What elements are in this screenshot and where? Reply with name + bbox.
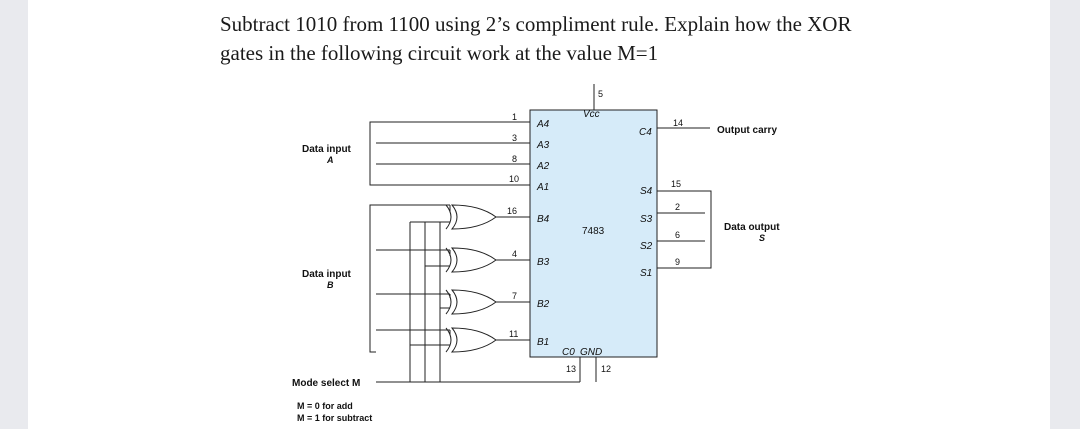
data-input-b-label: Data input [302,269,351,280]
pin-label-a2: A2 [537,161,550,172]
pin-number-b1: 11 [509,329,519,339]
pin-label-a3: A3 [537,140,550,151]
pin-label-a4: A4 [537,119,550,130]
xor-gate-1 [446,205,496,229]
pin-number-s2: 6 [675,230,681,240]
pin-number-s4: 15 [671,179,682,189]
pin-number-a4: 1 [512,112,518,122]
pin-label-s3: S3 [640,214,653,225]
pin-label-s1: S1 [640,268,653,279]
chip-name: 7483 [582,226,605,237]
pin-label-gnd: GND [580,347,603,358]
pin-number-gnd: 12 [601,364,612,374]
pin-number-s1: 9 [675,257,681,267]
data-input-a-label: Data input [302,144,351,155]
pin-label-b4: B4 [537,214,550,225]
pin-number-a3: 3 [512,133,518,143]
pin-number-a2: 8 [512,154,518,164]
pin-label-c4: C4 [639,127,652,138]
pin-label-s2: S2 [640,241,653,252]
pin-number-c4: 14 [673,118,684,128]
mode-select-label: Mode select M [292,378,361,389]
data-input-b-symbol: B [327,280,334,290]
pin-label-b2: B2 [537,299,550,310]
question-line-1: Subtract 1010 from 1100 using 2’s compliment rule. Explain how the XOR [220,12,852,36]
pin-number-c0: 13 [566,364,577,374]
question-line-2: gates in the following circuit work at the value M=1 [220,41,659,65]
pin-number-b2: 7 [512,291,518,301]
output-carry-label: Output carry [717,125,778,136]
vcc-label: Vcc [583,109,600,120]
pin-label-b1: B1 [537,337,550,348]
data-input-a-symbol: A [327,155,334,165]
mode-subtract-note: M = 1 for subtract [297,413,373,423]
pin-number-a1: 10 [509,174,520,184]
pin-number-b4: 16 [507,206,518,216]
data-output-label: Data output [724,222,780,233]
xor-gate-2 [446,248,496,272]
vcc-pin-number: 5 [598,89,604,99]
pin-label-s4: S4 [640,186,653,197]
xor-gate-4 [446,328,496,352]
pin-label-b3: B3 [537,257,550,268]
mode-add-note: M = 0 for add [297,401,353,411]
pin-number-s3: 2 [675,202,681,212]
data-output-symbol: S [759,233,766,243]
pin-label-a1: A1 [537,182,550,193]
xor-gate-3 [446,290,496,314]
pin-label-c0: C0 [562,347,575,358]
pin-number-b3: 4 [512,249,518,259]
